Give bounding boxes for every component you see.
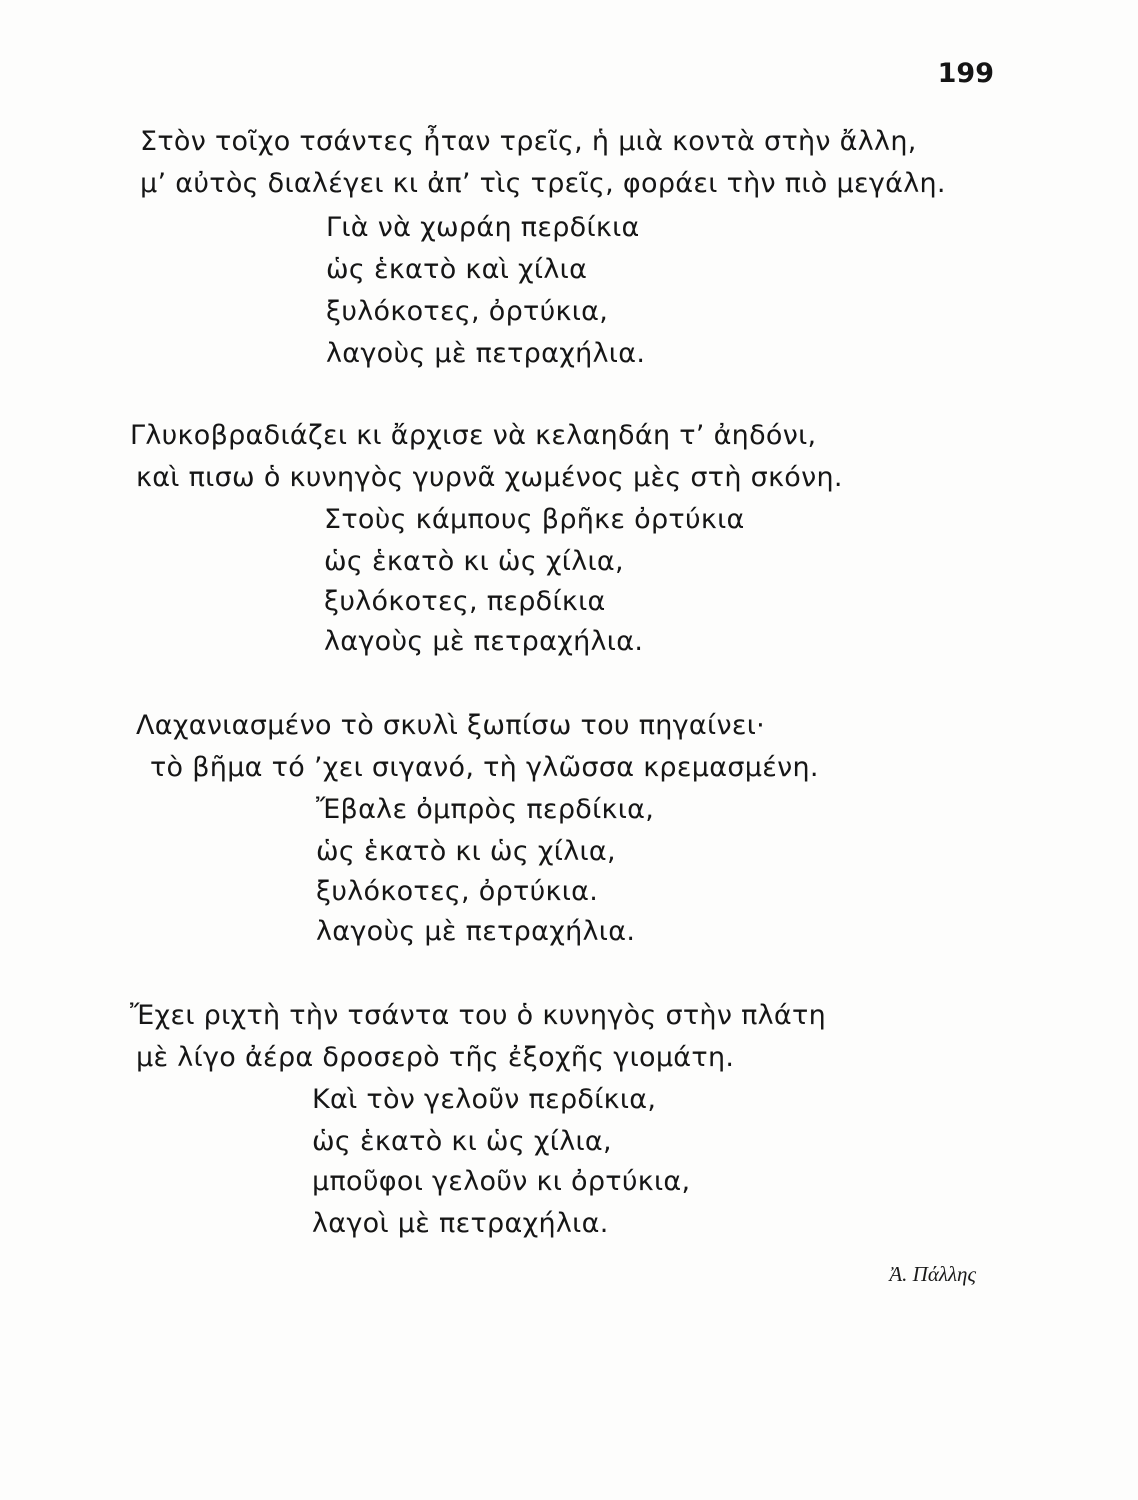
- refrain-line: ξυλόκοτες, ὀρτύκια,: [326, 296, 609, 327]
- refrain-line: μποῦφοι γελοῦν κι ὀρτύκια,: [312, 1166, 691, 1197]
- refrain-line: Στοὺς κάμπους βρῆκε ὀρτύκια: [324, 504, 745, 535]
- refrain-line: ὡς ἑκατὸ κι ὡς χίλια,: [324, 546, 624, 577]
- refrain-line: λαγοὶ μὲ πετραχήλια.: [312, 1208, 609, 1239]
- refrain-line: Γιὰ νὰ χωράη περδίκια: [326, 212, 640, 243]
- poem-line: Στὸν τοῖχο τσάντες ἦταν τρεῖς, ἡ μιὰ κοντὰ στὴν ἄλλη,: [140, 126, 917, 157]
- refrain-line: λαγοὺς μὲ πετραχήλια.: [326, 338, 646, 369]
- refrain-line: λαγοὺς μὲ πετραχήλια.: [316, 916, 636, 947]
- refrain-line: Καὶ τὸν γελοῦν περδίκια,: [312, 1084, 657, 1115]
- refrain-line: ξυλόκοτες, περδίκια: [324, 586, 606, 617]
- refrain-line: λαγοὺς μὲ πετραχήλια.: [324, 626, 644, 657]
- poem-line: μ’ αὐτὸς διαλέγει κι ἀπ’ τὶς τρεῖς, φοράει τὴν πιὸ μεγάλη.: [140, 168, 946, 199]
- poem-line: Ἔχει ριχτὴ τὴν τσάντα του ὁ κυνηγὸς στὴν πλάτη: [130, 1000, 826, 1031]
- poem-line: Λαχανιασμένο τὸ σκυλὶ ξωπίσω του πηγαίνει·: [136, 710, 766, 741]
- poem-line: καὶ πισω ὁ κυνηγὸς γυρνᾶ χωμένος μὲς στὴ σκόνη.: [136, 462, 843, 493]
- author-signature: Ἀ. Πάλλης: [889, 1262, 976, 1286]
- refrain-line: ξυλόκοτες, ὀρτύκια.: [316, 876, 599, 907]
- poem-line: Γλυκοβραδιάζει κι ἄρχισε νὰ κελαηδάη τ’ ἀηδόνι,: [130, 420, 817, 451]
- refrain-line: Ἔβαλε ὀμπρὸς περδίκια,: [316, 794, 655, 825]
- refrain-line: ὡς ἑκατὸ καὶ χίλια: [326, 254, 588, 285]
- poem-line: τὸ βῆμα τό ’χει σιγανό, τὴ γλῶσσα κρεμασμένη.: [150, 752, 819, 783]
- refrain-line: ὡς ἑκατὸ κι ὡς χίλια,: [316, 836, 616, 867]
- poem-line: μὲ λίγο ἀέρα δροσερὸ τῆς ἐξοχῆς γιομάτη.: [136, 1042, 735, 1073]
- refrain-line: ὡς ἑκατὸ κι ὡς χίλια,: [312, 1126, 612, 1157]
- page-number: 199: [937, 58, 994, 89]
